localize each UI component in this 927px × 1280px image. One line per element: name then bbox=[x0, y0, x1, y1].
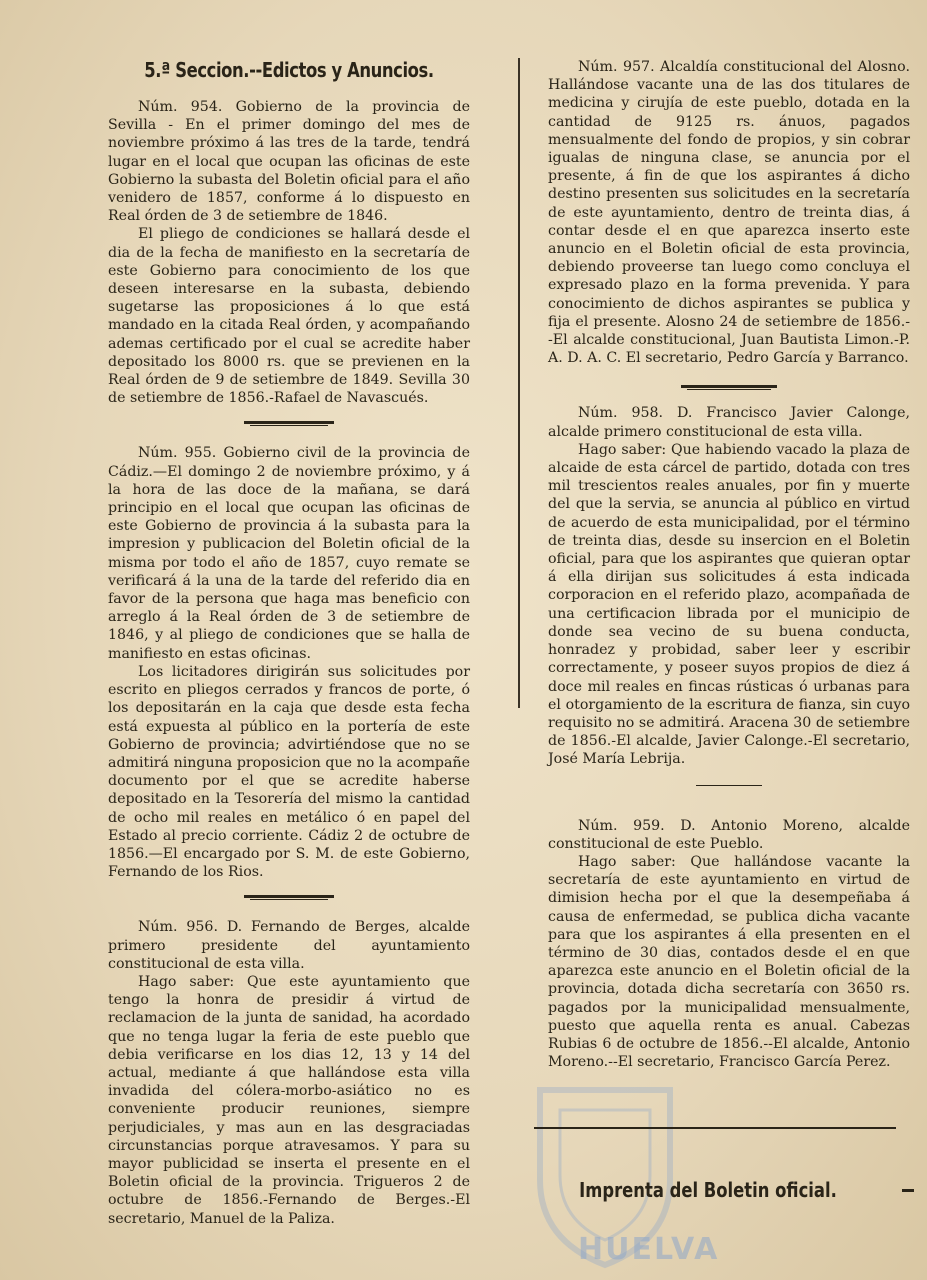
footer-rule bbox=[534, 1127, 896, 1129]
footer-dash bbox=[902, 1189, 914, 1192]
section-title: 5.ª Seccion.--Edictos y Anuncios. bbox=[144, 58, 434, 82]
notice-954 bbox=[108, 98, 470, 407]
stamp-watermark-text: HUELVA bbox=[578, 1232, 720, 1267]
right-column bbox=[548, 58, 910, 1071]
notice-paragraph: Los licitadores dirigirán sus solicitudes por escrito en pliegos cerrados y francos de porte, ó los depositarán en la caja que desde esta fecha está expuesta al público en la portería de este Gobierno de provincia; advirtiéndose que no se admitirá ninguna proposicion que no la acompañe documento por el que se acredite haberse depositado en la Tesorería del mismo la cantidad de ocho mil reales en metálico ó en papel del Estado al precio corriente. Cádiz 2 de octubre de 1856.—El encargado por S. M. de este Gobierno, Fernando de los Rios. bbox=[108, 663, 470, 881]
notice-separator bbox=[244, 895, 334, 900]
notice-957 bbox=[548, 58, 910, 367]
notice-955 bbox=[108, 444, 470, 881]
notice-paragraph: Hago saber: Que este ayuntamiento que tengo la honra de presidir á virtud de reclamacion de la junta de sanidad, ha acordado que no tenga lugar la feria de este pueblo que debia verificarse en los dias 12, 13 y 14 del actual, mediante á que hallándose esta villa invadida del cólera-morbo-asiático no es conveniente producir reuniones, siempre perjudiciales, y mas aun en las desgraciadas circunstancias porque atravesamos. Y para su mayor publicidad se inserta el presente en el Boletin oficial de la provincia. Trigueros 2 de octubre de 1856.-Fernando de Berges.-El secretario, Manuel de la Paliza. bbox=[108, 973, 470, 1227]
notice-959 bbox=[548, 817, 910, 1072]
left-column bbox=[108, 46, 470, 1228]
imprint-line: Imprenta del Boletin oficial. bbox=[579, 1178, 837, 1202]
notice-paragraph: Hago saber: Que habiendo vacado la plaza de alcaide de esta cárcel de partido, dotada con tres mil trescientos reales anuales, por fin y muerte del que la servia, se anuncia al público en virtud de acuerdo de esta municipalidad, por el término de treinta dias, desde su insercion en el Boletin oficial, para que los aspirantes que quieran optar á ella dirijan sus solicitudes á esta indicada corporacion en el referido plazo, acompañada de una certificacion librada por el municipio de donde sea vecino de su buena conducta, honradez y probidad, saber leer y escribir correctamente, y poseer suyos propios de diez á doce mil reales en fincas rústicas ó urbanas para el otorgamiento de la escritura de fianza, sin cuyo requisito no se admitirá. Aracena 30 de setiembre de 1856.-El alcalde, Javier Calonge.-El secretario, José María Lebrija. bbox=[548, 441, 910, 768]
notice-separator bbox=[244, 421, 334, 426]
notice-separator bbox=[696, 785, 762, 787]
notice-paragraph: Núm. 955. Gobierno civil de la provincia de Cádiz.—El domingo 2 de noviembre próximo, y á la hora de las doce de la mañana, se dará principio en el local que ocupan las oficinas de este Gobierno de provincia á la subasta para la impresion y publicacion del Boletin oficial de la misma por todo el año de 1857, cuyo remate se verificará á la una de la tarde del referido dia en favor de la persona que haga mas beneficio con arreglo á la Real órden de 3 de setiembre de 1846, y al pliego de condiciones que se halla de manifiesto en estas oficinas. bbox=[108, 445, 470, 662]
notice-956 bbox=[108, 918, 470, 1227]
notice-paragraph: El pliego de condiciones se hallará desde el dia de la fecha de manifiesto en la secretaría de este Gobierno para conocimiento de los que deseen interesarse en la subasta, debiendo sugetarse las proposiciones á lo que está mandado en la citada Real órden, y acompañando ademas certificado por el cual se acredite haber depositado los 8000 rs. que se previenen en la Real órden de 9 de setiembre de 1849. Sevilla 30 de setiembre de 1856.-Rafael de Navascués. bbox=[108, 226, 470, 407]
notice-paragraph: Hago saber: Que hallándose vacante la secretaría de este ayuntamiento en virtud de dimision hecha por el que la desempeñaba á causa de enfermedad, se publica dicha vacante para que los aspirantes á ella presenten en el término de 30 dias, contados desde el en que aparezca este anuncio en el Boletin oficial de la provincia, dotada dicha secretaría con 3650 rs. pagados por la municipalidad mensualmente, puesto que aquella renta es anual. Cabezas Rubias 6 de octubre de 1856.--El alcalde, Antonio Moreno.--El secretario, Francisco García Perez. bbox=[548, 853, 910, 1071]
notice-paragraph: Núm. 954. Gobierno de la provincia de Sevilla - En el primer domingo del mes de noviembre próximo á las tres de la tarde, tendrá lugar en el local que ocupan las oficinas de este Gobierno la subasta del Boletin oficial para el año venidero de 1857, conforme á lo dispuesto en Real órden de 3 de setiembre de 1846. bbox=[108, 99, 470, 225]
notice-paragraph: Núm. 957. Alcaldía constitucional del Alosno. Hallándose vacante una de las dos titulares de medicina y cirujía de este pueblo, dotada en la cantidad de 9125 rs. ánuos, pagados mensualmente del fondo de propios, y sin cobrar igualas de ninguna clase, se anuncia por el presente, á fin de que los aspirantes á dicho destino presenten sus solicitudes en la secretaría de este ayuntamiento, dentro de treinta dias, á contar desde el en que aparezca inserto este anuncio en el Boletin oficial de esta provincia, debiendo proveerse tan luego como concluya el expresado plazo en la forma prevenida. Y para conocimiento de dichos aspirantes se publica y fija el presente. Alosno 24 de setiembre de 1856.--El alcalde constitucional, Juan Bautista Limon.-P. A. D. A. C. El secretario, Pedro García y Barranco. bbox=[548, 59, 910, 367]
column-divider bbox=[518, 58, 520, 708]
notice-paragraph: Núm. 958. D. Francisco Javier Calonge, alcalde primero constitucional de esta villa. bbox=[548, 405, 910, 440]
notice-paragraph: Núm. 956. D. Fernando de Berges, alcalde primero presidente del ayuntamiento constitucional de esta villa. bbox=[108, 919, 470, 972]
notice-separator bbox=[681, 385, 777, 390]
notice-paragraph: Núm. 959. D. Antonio Moreno, alcalde constitucional de este Pueblo. bbox=[548, 817, 910, 852]
notice-958 bbox=[548, 404, 910, 768]
